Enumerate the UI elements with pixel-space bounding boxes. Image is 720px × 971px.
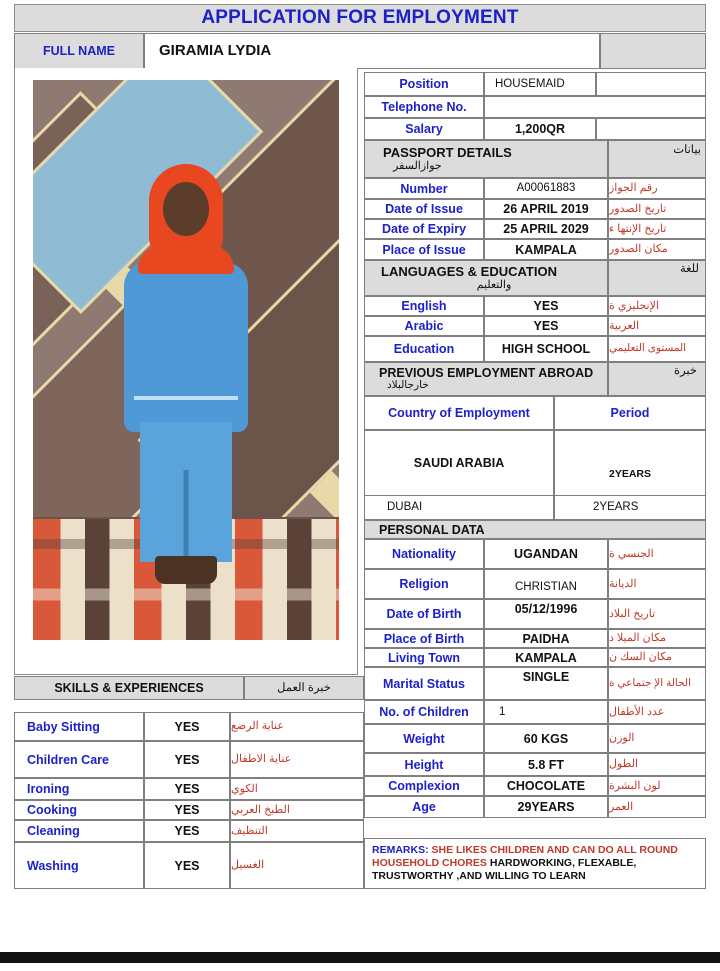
passport-section-header: PASSPORT DETAILS جوازالسفر xyxy=(364,140,608,178)
skill-baby-sitting-arabic: عناية الرضع xyxy=(230,712,364,741)
weight-arabic: الوزن xyxy=(608,724,706,753)
skill-baby-sitting-value[interactable]: YES xyxy=(144,712,230,741)
children-count-label: No. of Children xyxy=(364,700,484,724)
weight-value[interactable]: 60 KGS xyxy=(484,724,608,753)
skill-cleaning-value[interactable]: YES xyxy=(144,820,230,842)
employment-row-country-1[interactable]: SAUDI ARABIA xyxy=(364,430,554,496)
full-name-spacer-cell xyxy=(600,33,706,69)
complexion-arabic: لون البشرة xyxy=(608,776,706,796)
age-arabic: العمر xyxy=(608,796,706,818)
skill-washing-label: Washing xyxy=(14,842,144,889)
salary-label: Salary xyxy=(364,118,484,140)
passport-expiry-date-arabic: تاريخ الإنتها ء xyxy=(608,219,706,239)
place-of-birth-value[interactable]: PAIDHA xyxy=(484,629,608,648)
marital-status-label: Marital Status xyxy=(364,667,484,700)
applicant-figure xyxy=(111,170,261,607)
telephone-value[interactable] xyxy=(484,96,706,118)
employment-country-column-header: Country of Employment xyxy=(364,396,554,430)
skill-baby-sitting-label: Baby Sitting xyxy=(14,712,144,741)
passport-number-value[interactable]: A00061883 xyxy=(484,178,608,199)
employment-period-column-header: Period xyxy=(554,396,706,430)
passport-expiry-date-label: Date of Expiry xyxy=(364,219,484,239)
weight-label: Weight xyxy=(364,724,484,753)
religion-value[interactable]: CHRISTIAN xyxy=(484,569,608,599)
skills-section-header: SKILLS & EXPERIENCES xyxy=(14,676,244,700)
place-of-birth-arabic: مكان الميلا د xyxy=(608,629,706,648)
passport-number-label: Number xyxy=(364,178,484,199)
height-label: Height xyxy=(364,753,484,776)
passport-number-arabic: رقم الجواز xyxy=(608,178,706,199)
skill-ironing-arabic: الكوي xyxy=(230,778,364,800)
marital-status-arabic: الحالة الإ جتماعي ة xyxy=(608,667,706,700)
employment-abroad-header-arabic: خبرة xyxy=(608,362,706,396)
skill-cooking-label: Cooking xyxy=(14,800,144,820)
date-of-birth-label: Date of Birth xyxy=(364,599,484,629)
height-value[interactable]: 5.8 FT xyxy=(484,753,608,776)
language-english-arabic: الإنجليزي ة xyxy=(608,296,706,316)
passport-place-of-issue-arabic: مكان الصدور xyxy=(608,239,706,260)
marital-status-value[interactable]: SINGLE xyxy=(484,667,608,700)
position-spacer-cell xyxy=(596,72,706,96)
skill-cooking-value[interactable]: YES xyxy=(144,800,230,820)
passport-expiry-date-value[interactable]: 25 APRIL 2029 xyxy=(484,219,608,239)
height-arabic: الطول xyxy=(608,753,706,776)
education-label: Education xyxy=(364,336,484,362)
position-value[interactable]: HOUSEMAID xyxy=(484,72,596,96)
passport-issue-date-value[interactable]: 26 APRIL 2019 xyxy=(484,199,608,219)
skill-ironing-value[interactable]: YES xyxy=(144,778,230,800)
nationality-value[interactable]: UGANDAN xyxy=(484,539,608,569)
figure-face xyxy=(163,182,209,236)
language-arabic-label: Arabic xyxy=(364,316,484,336)
passport-section-header-arabic: بيانات xyxy=(608,140,706,178)
language-english-label: English xyxy=(364,296,484,316)
telephone-label: Telephone No. xyxy=(364,96,484,118)
employment-row-period-1[interactable]: 2YEARS xyxy=(554,430,706,496)
education-value[interactable]: HIGH SCHOOL xyxy=(484,336,608,362)
complexion-label: Complexion xyxy=(364,776,484,796)
employment-row-period-2[interactable]: 2YEARS xyxy=(554,496,706,520)
passport-section-title-arabic: جوازالسفر xyxy=(393,160,442,173)
page-bottom-bar xyxy=(0,952,720,963)
applicant-photo-frame xyxy=(14,68,358,675)
remarks-box xyxy=(364,838,706,889)
languages-section-header: LANGUAGES & EDUCATION والتعليم xyxy=(364,260,608,296)
languages-section-header-arabic: للغة xyxy=(608,260,706,296)
figure-leg-split xyxy=(184,470,189,562)
children-count-value[interactable]: 1 xyxy=(484,700,608,724)
skills-section-header-arabic: خبرة العمل xyxy=(244,676,364,700)
skill-cleaning-label: Cleaning xyxy=(14,820,144,842)
nationality-label: Nationality xyxy=(364,539,484,569)
date-of-birth-arabic: تاريخ البلاد xyxy=(608,599,706,629)
skill-cooking-arabic: الطبخ العربي xyxy=(230,800,364,820)
skill-washing-arabic: الغسيل xyxy=(230,842,364,889)
skill-children-care-value[interactable]: YES xyxy=(144,741,230,778)
figure-feet xyxy=(155,556,217,584)
language-arabic-arabic: العربية xyxy=(608,316,706,336)
age-value[interactable]: 29YEARS xyxy=(484,796,608,818)
personal-data-section-header: PERSONAL DATA xyxy=(364,520,706,539)
living-town-arabic: مكان السك ن xyxy=(608,648,706,667)
full-name-label: FULL NAME xyxy=(14,33,144,69)
place-of-birth-label: Place of Birth xyxy=(364,629,484,648)
skill-washing-value[interactable]: YES xyxy=(144,842,230,889)
employment-abroad-section-header: PREVIOUS EMPLOYMENT ABROAD خارجالبلاد xyxy=(364,362,608,396)
salary-value[interactable]: 1,200QR xyxy=(484,118,596,140)
remarks-label: REMARKS: xyxy=(372,844,429,856)
religion-label: Religion xyxy=(364,569,484,599)
passport-place-of-issue-label: Place of Issue xyxy=(364,239,484,260)
children-count-arabic: عدد الأطفال xyxy=(608,700,706,724)
passport-issue-date-arabic: تاريخ الصدور xyxy=(608,199,706,219)
figure-shoulder-scarf xyxy=(138,244,234,274)
skill-cleaning-arabic: التنظيف xyxy=(230,820,364,842)
remarks-red-text: SHE LIKES CHILDREN AND CAN DO ALL ROUND HOUSEHOLD CHORES xyxy=(372,844,678,870)
nationality-arabic: الجنسي ة xyxy=(608,539,706,569)
skill-children-care-arabic: عناية الاطفال xyxy=(230,741,364,778)
page-title: APPLICATION FOR EMPLOYMENT xyxy=(201,7,519,28)
education-arabic: المستوى التعليمي xyxy=(608,336,706,362)
complexion-value[interactable]: CHOCOLATE xyxy=(484,776,608,796)
applicant-photo xyxy=(33,80,339,640)
full-name-value[interactable]: GIRAMIA LYDIA xyxy=(144,33,600,69)
salary-spacer-cell xyxy=(596,118,706,140)
passport-place-of-issue-value[interactable]: KAMPALA xyxy=(484,239,608,260)
living-town-label: Living Town xyxy=(364,648,484,667)
living-town-value[interactable]: KAMPALA xyxy=(484,648,608,667)
passport-issue-date-label: Date of Issue xyxy=(364,199,484,219)
language-arabic-value[interactable]: YES xyxy=(484,316,608,336)
age-label: Age xyxy=(364,796,484,818)
skill-children-care-label: Children Care xyxy=(14,741,144,778)
employment-row-country-2[interactable]: DUBAI xyxy=(364,496,554,520)
language-english-value[interactable]: YES xyxy=(484,296,608,316)
employment-abroad-title-arabic: خارجالبلاد xyxy=(387,379,429,392)
languages-section-title-arabic: والتعليم xyxy=(476,279,512,292)
figure-uniform-top xyxy=(124,262,248,432)
page-title-banner xyxy=(14,4,706,32)
skill-ironing-label: Ironing xyxy=(14,778,144,800)
religion-arabic: الديانة xyxy=(608,569,706,599)
figure-uniform-trim xyxy=(134,396,238,400)
position-label: Position xyxy=(364,72,484,96)
date-of-birth-value[interactable]: 05/12/1996 xyxy=(484,599,608,629)
remarks-black-text: HARDWORKING, FLEXABLE, TRUSTWORTHY ,AND WILLING TO LEARN xyxy=(372,857,637,883)
